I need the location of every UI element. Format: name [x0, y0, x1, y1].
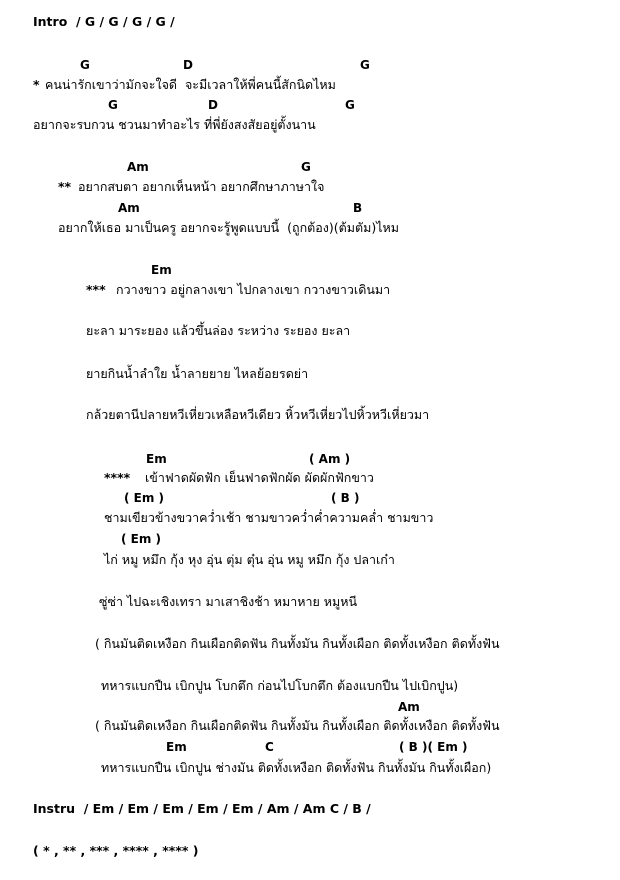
chord: Am [118, 201, 140, 215]
chord: ( Em ) [124, 491, 165, 505]
chord: G [80, 58, 90, 72]
lyric-line: ทหารแบกปืน เบิกปูน ช่างมัน ติดทั้งเหงือก ติดทั้งฟัน กินทั้งมัน กินทั้งเผือก) [101, 760, 492, 775]
chord: C [265, 740, 274, 754]
chord: Am [398, 700, 420, 714]
lyric-line: กล้วยตานีปลายหวีเหี่ยวเหลือหวีเดียว หิ้วหวีเหี่ยวไปหิ้วหวีเหี่ยวมา [86, 407, 430, 422]
chord: ( B )( Em ) [399, 740, 468, 754]
lyric-line: ยายกินน้ำลำใย น้ำลายยาย ไหลย้อยรดย่า [86, 366, 309, 381]
chord: Em [151, 263, 172, 277]
lyric-line: คนน่ารักเขาว่ามักจะใจดี จะมีเวลาให้พี่คนนี้สักนิดไหม [45, 77, 336, 92]
chord: ( B ) [331, 491, 360, 505]
chord: G [108, 98, 118, 112]
chord: G [360, 58, 370, 72]
lyric-line: ซู่ซ่า ไปฉะเชิงเทรา มาเสาชิงช้า หมาหาย หมูหนี [99, 594, 358, 609]
lyric-line: ยะลา มาระยอง แล้วขึ้นล่อง ระหว่าง ระยอง ยะลา [86, 323, 351, 338]
lyric-line: ( กินมันติดเหงือก กินเผือกติดฟัน กินทั้งมัน กินทั้งเผือก ติดทั้งเหงือก ติดทั้งฟัน [95, 718, 500, 733]
lyric-line: อยากให้เธอ มาเป็นครู อยากจะรู้พูดแบบนี้ (ถูกต้อง)(ต้มตัม)ไหม [58, 220, 400, 235]
section-marker: ** [58, 179, 72, 194]
intro-line: Intro / G / G / G / G / [33, 14, 175, 29]
chord: D [208, 98, 218, 112]
repeat-line: ( * , ** , *** , **** , **** ) [33, 843, 199, 858]
lyric-line: ไก่ หมู หมึก กุ้ง หุง อุ่น ตุ่ม ตุ๋น อุ่น หมู หมึก กุ้ง ปลาเก๋า [104, 552, 395, 567]
section-marker: *** [86, 282, 106, 297]
chord: G [301, 160, 311, 174]
lyric-line: กวางขาว อยู่กลางเขา ไปกลางเขา กวางขาวเดินมา [116, 282, 391, 297]
lyric-line: อยากจะรบกวน ชวนมาทำอะไร ที่พี่ยังสงสัยอยู่ตั้งนาน [33, 117, 316, 132]
lyric-line: ทหารแบกปืน เบิกปูน โบกตึก ก่อนไปโบกตึก ต้องแบกปืน ไปเบิกปูน) [101, 678, 459, 693]
chord: D [183, 58, 193, 72]
chord: G [345, 98, 355, 112]
chord: ( Am ) [309, 452, 351, 466]
chord: Em [146, 452, 167, 466]
section-marker: * [33, 77, 40, 92]
chord: ( Em ) [121, 532, 162, 546]
lyric-line: ( กินมันติดเหงือก กินเผือกติดฟัน กินทั้งมัน กินทั้งเผือก ติดทั้งเหงือก ติดทั้งฟัน [95, 636, 500, 651]
instru-line: Instru / Em / Em / Em / Em / Em / Am / Am C / B / [33, 801, 371, 816]
lyric-line: ชามเขียวข้างขวาคว่ำเช้า ชามขาวคว่ำค่ำความคล่ำ ชามขาว [104, 510, 434, 525]
chord: Em [166, 740, 187, 754]
chord: Am [127, 160, 149, 174]
section-marker: **** [104, 470, 131, 485]
lyric-line: อยากสบตา อยากเห็นหน้า อยากศึกษาภาษาใจ [78, 179, 325, 194]
chord: B [353, 201, 363, 215]
lyric-line: เข้าฟาดผัดฟัก เย็นฟาดฟักผัด ผัดผักฟักขาว [145, 470, 374, 485]
